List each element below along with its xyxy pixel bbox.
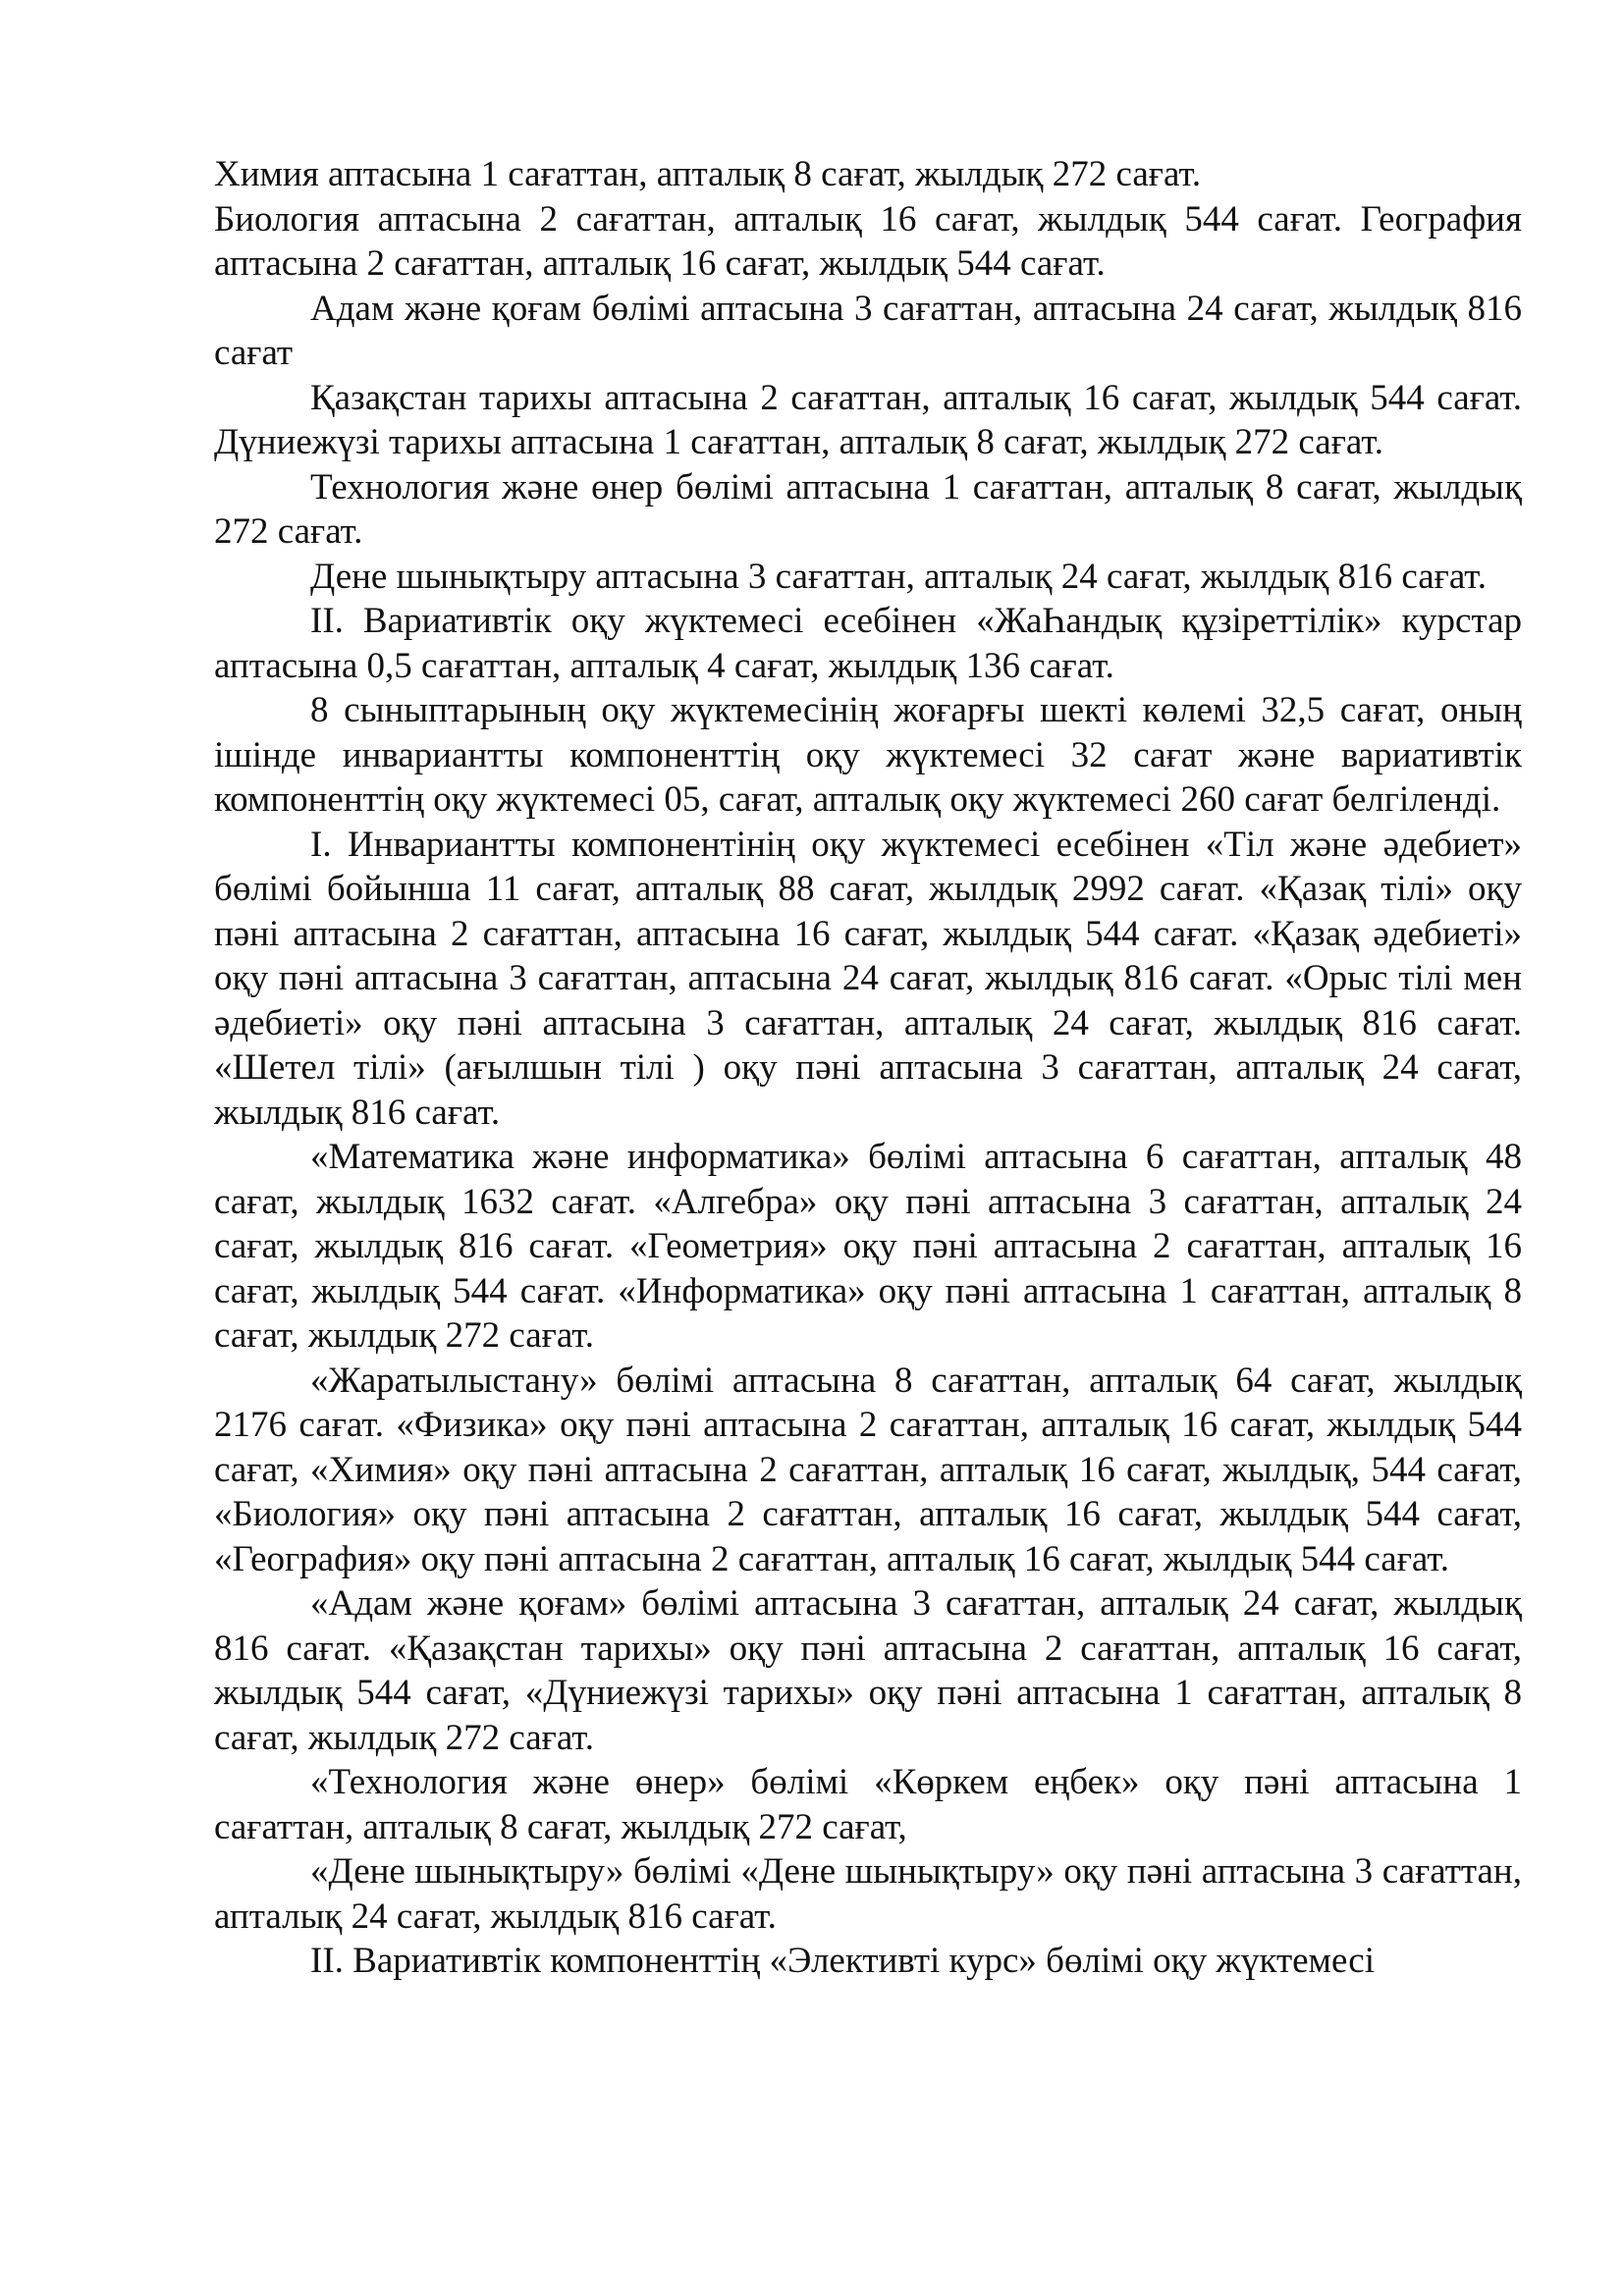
paragraph-elective-course: ІІ. Вариативтік компоненттің «Элективті курс» бөлімі оқу жүктемесі [310,1941,1376,1981]
paragraph-language-literature: І. Инвариантты компонентінің оқу жүктемесі есебінен «Тіл және әдебиет» бөлімі бойынша 11 сағат, апталық 88 сағат, жылдық 2992 сағат. «Қазақ тілі» оқу пәні аптасына 2 сағаттан, аптасына 16 сағат, жылдық 544 сағат. «Қазақ әдебиеті» оқу пәні аптасына 3 сағаттан, аптасына 24 сағат, жылдық 816 сағат. «Орыс тілі мен әдебиеті» оқу пәні аптасына 3 сағаттан, апталық 24 сағат, жылдық 816 сағат. «Шетел тілі» (ағылшын тілі ) оқу пәні аптасына 3 сағаттан, апталық 24 сағат, жылдық 816 сағат. [214,824,1522,1133]
paragraph-grade8-load: 8 сыныптарының оқу жүктемесінің жоғарғы шекті көлемі 32,5 сағат, оның ішінде инвариантты компоненттің оқу жүктемесі 32 сағат және вариативтік компоненттің оқу жүктемесі 05, сағат, апталық оқу жүктемесі 260 сағат белгіленді. [214,690,1522,820]
paragraph-history: Қазақстан тарихы аптасына 2 сағаттан, апталық 16 сағат, жылдық 544 сағат. Дүниежүзі тарихы аптасына 1 сағаттан, апталық 8 сағат, жылдық 272 сағат. [214,377,1522,462]
document-page [214,152,1522,1984]
paragraph-human-society-section: «Адам және қоғам» бөлімі аптасына 3 сағаттан, апталық 24 сағат, жылдық 816 сағат. «Қазақстан тарихы» оқу пәні аптасына 2 сағаттан, апталық 16 сағат, жылдық 544 сағат, «Дүниежүзі тарихы» оқу пәні аптасына 1 сағаттан, апталық 8 сағат, жылдық 272 сағат. [214,1583,1522,1758]
paragraph-technology-art-section: «Технология және өнер» бөлімі «Көркем еңбек» оқу пәні аптасына 1 сағаттан, апталық 8 сағат, жылдық 272 сағат, [214,1762,1522,1847]
paragraph-math-informatics: «Математика және информатика» бөлімі аптасына 6 сағаттан, апталық 48 сағат, жылдық 1632 сағат. «Алгебра» оқу пәні аптасына 3 сағаттан, апталық 24 сағат, жылдық 816 сағат. «Геометрия» оқу пәні аптасына 2 сағаттан, апталық 16 сағат, жылдық 544 сағат. «Информатика» оқу пәні аптасына 1 сағаттан, апталық 8 сағат, жылдық 272 сағат. [214,1137,1522,1356]
paragraph-technology-art: Технология және өнер бөлімі аптасына 1 сағаттан, апталық 8 сағат, жылдық 272 сағат. [214,466,1522,552]
paragraph-physical-education: Дене шынықтыру аптасына 3 сағаттан, апталық 24 сағат, жылдық 816 сағат. [310,556,1487,597]
paragraph-physical-education-section: «Дене шынықтыру» бөлімі «Дене шынықтыру» оқу пәні аптасына 3 сағаттан, апталық 24 сағат, жылдық 816 сағат. [214,1851,1522,1937]
paragraph-biology-geography: Биология аптасына 2 сағаттан, апталық 16 сағат, жылдық 544 сағат. География аптасына 2 сағаттан, апталық 16 сағат, жылдық 544 сағат. [214,198,1522,284]
paragraph-chemistry: Химия аптасына 1 сағаттан, апталық 8 сағат, жылдық 272 сағат. [214,154,1202,194]
paragraph-human-society: Адам және қоғам бөлімі аптасына 3 сағаттан, аптасына 24 сағат, жылдық 816 сағат [214,288,1522,373]
paragraph-natural-science: «Жаратылыстану» бөлімі аптасына 8 сағаттан, апталық 64 сағат, жылдық 2176 сағат. «Физика» оқу пәні аптасына 2 сағаттан, апталық 16 сағат, жылдық 544 сағат, «Химия» оқу пәні аптасына 2 сағаттан, апталық 16 сағат, жылдық, 544 сағат, «Биология» оқу пәні аптасына 2 сағаттан, апталық 16 сағат, жылдық 544 сағат, «География» оқу пәні аптасына 2 сағаттан, апталық 16 сағат, жылдық 544 сағат. [214,1360,1522,1579]
paragraph-variative-global: ІІ. Вариативтік оқу жүктемесі есебінен «ЖаҺандық құзіреттілік» курстар аптасына 0,5 сағаттан, апталық 4 сағат, жылдық 136 сағат. [214,601,1522,686]
